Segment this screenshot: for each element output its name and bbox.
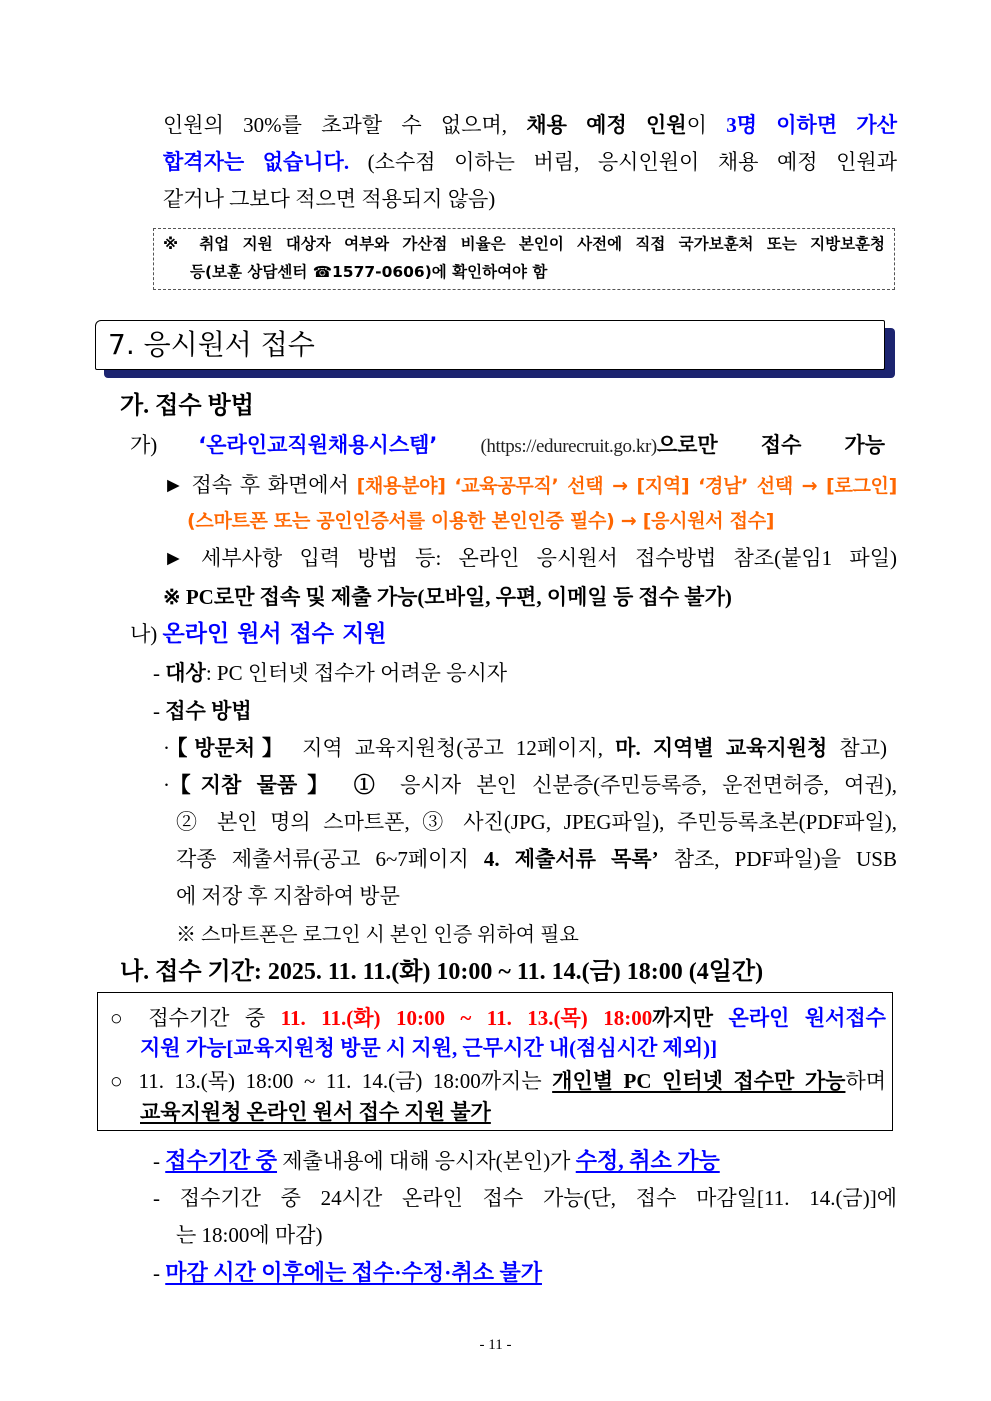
- visit-place-text: 지역 교육지원청(공고 12페이지,: [289, 736, 616, 760]
- input-guide-text: 세부사항 입력 방법 등: 온라인 응시원서 접수방법 참조(붙임1 파일): [201, 546, 897, 570]
- period-box-text: 접수기간 중: [148, 1006, 281, 1030]
- procedure-label: 접수 방법: [165, 699, 252, 723]
- documents-list-reference: 4. 제출서류 목록’: [483, 847, 659, 871]
- period-box-line-4: 교육지원청 온라인 원서 접수 지원 불가: [140, 1100, 491, 1124]
- smartphone-note: ※ 스마트폰은 로그인 시 본인 인증 위하여 필요: [176, 924, 579, 946]
- hours-note-continuation: 는 18:00에 마감): [176, 1223, 323, 1247]
- dash-bullet: -: [153, 1149, 166, 1173]
- items-text: 참조, PDF파일)을 USB: [658, 847, 897, 871]
- system-url: (https://edurecruit.go.kr): [480, 436, 657, 457]
- period-box-text: 11. 13.(목) 18:00 ~ 11. 14.(금) 18:00까지는: [138, 1069, 553, 1093]
- online-system-line: [130, 431, 885, 461]
- target-label: 대상: [165, 661, 206, 685]
- items-text: 각종 제출서류(공고 6~7페이지: [176, 847, 484, 871]
- section-header-box: [95, 320, 885, 370]
- support-window-dates: 11. 11.(화) 10:00 ~ 11. 13.(목) 18:00: [280, 1006, 653, 1030]
- access-path-text: [채용분야] ‘교육공무직’ 선택 → [지역] ‘경남’ 선택 → [로그인]: [356, 475, 897, 497]
- system-name: ‘온라인교직원채용시스템’: [198, 433, 481, 457]
- pc-internet-only-emphasis: 개인별 PC 인터넷 접수만 가능: [552, 1069, 846, 1093]
- target-text: : PC 인터넷 접수가 어려운 응시자: [205, 661, 508, 685]
- section-title: 7. 응시원서 접수: [108, 328, 315, 361]
- page-number: - 11 -: [479, 1337, 512, 1353]
- dash-bullet: -: [153, 699, 166, 723]
- bonus-limit-line-3: 같거나 그보다 적으면 적용되지 않음): [163, 187, 496, 211]
- hours-note-text: 접수기간 중 24시간 온라인 접수 가능(단, 접수 마감일[11. 14.(금)]에: [179, 1186, 897, 1210]
- three-or-fewer-emphasis: 3명 이하면 가산: [726, 113, 897, 137]
- during-period-emphasis: 접수기간 중: [165, 1148, 278, 1173]
- pc-only-note: ※ PC로만 접속 및 제출 가능(모바일, 우편, 이메일 등 접수 불가): [163, 585, 732, 609]
- dot-bullet: ·: [163, 736, 170, 760]
- access-step-line: [163, 471, 897, 500]
- access-step-lead: 접속 후 화면에서: [191, 473, 357, 497]
- deadline-note: [153, 1259, 542, 1287]
- visit-place-end: 참고): [827, 736, 887, 760]
- veterans-notice-line-1: ※ 취업 지원 대상자 여부와 가산점 비율은 본인이 사전에 직접 국가보훈처 또는 지방보훈청: [163, 235, 885, 253]
- period-box-line-2: 지원 가능[교육지원청 방문 시 지원, 근무시간 내(점심시간 제외)]: [140, 1036, 718, 1060]
- dash-bullet: -: [153, 1261, 166, 1285]
- particle-text: 이: [686, 113, 727, 137]
- online-application-emphasis: 온라인 원서접수: [728, 1006, 886, 1030]
- deadline-emphasis: 마감 시간 이후에는 접수·수정·취소 불가: [165, 1260, 542, 1285]
- rounding-note-text: (소수점 이하는 버림, 응시인원이 채용 예정 인원과: [349, 150, 897, 174]
- item-marker: 가): [130, 433, 199, 457]
- dash-bullet: -: [153, 1186, 180, 1210]
- period-box-text: 하며: [845, 1069, 887, 1093]
- access-path-continuation: (스마트폰 또는 공인인증서를 이용한 본인인증 필수) → [응시원서 접수]: [187, 510, 775, 532]
- support-line: [130, 620, 387, 648]
- items-label: 【지참 물품】 ①: [170, 773, 385, 797]
- period-details-box: [97, 992, 893, 1131]
- method-heading: 가. 접수 방법: [120, 393, 254, 419]
- input-guide-line: [163, 544, 897, 572]
- item-marker: 나): [130, 622, 163, 646]
- hours-note: [153, 1184, 897, 1212]
- veterans-notice-line-2: 등(보훈 상담센터 ☎1577-0606)에 확인하여야 함: [190, 263, 548, 281]
- period-box-line-3: [110, 1067, 886, 1095]
- edit-cancel-note: [153, 1147, 720, 1175]
- items-line-1: [163, 771, 897, 799]
- items-text: 응시자 본인 신분증(주민등록증, 운전면허증, 여권),: [384, 773, 897, 797]
- circle-bullet: ○: [110, 1069, 139, 1093]
- dot-bullet: ·: [163, 773, 170, 797]
- support-procedure-line: [153, 697, 252, 725]
- until-text: 까지만: [652, 1006, 729, 1030]
- support-title: 온라인 원서 접수 지원: [162, 621, 387, 647]
- period-heading: 나. 접수 기간: 2025. 11. 11.(화) 10:00 ~ 11. 14.(금) 18:00 (4일간): [120, 959, 764, 985]
- veterans-notice-box: [153, 228, 895, 290]
- items-line-3: [176, 845, 897, 873]
- edit-cancel-emphasis: 수정, 취소 가능: [575, 1148, 720, 1173]
- visit-place-reference: 마. 지역별 교육지원청: [615, 736, 828, 760]
- no-bonus-passers-emphasis: 합격자는 없습니다.: [163, 150, 350, 174]
- planned-hires-emphasis: 채용 예정 인원: [526, 113, 687, 137]
- period-box-line-1: [110, 1004, 886, 1032]
- items-line-4: 에 저장 후 지참하여 방문: [176, 884, 400, 908]
- triangle-bullet-icon: ►: [163, 546, 202, 570]
- visit-place-line: [163, 734, 887, 762]
- support-target-line: [153, 659, 507, 687]
- edit-cancel-text: 제출내용에 대해 응시자(본인)가: [277, 1149, 576, 1173]
- visit-place-label: 【방문처】: [170, 736, 290, 760]
- circle-bullet: ○: [110, 1006, 149, 1030]
- items-line-2: ② 본인 명의 스마트폰, ③ 사진(JPG, JPEG파일), 주민등록초본(PDF파일),: [176, 810, 897, 834]
- online-only-text: 으로만 접수 가능: [656, 433, 885, 457]
- triangle-bullet-icon: ►: [163, 473, 192, 497]
- dash-bullet: -: [153, 661, 166, 685]
- bonus-limit-line-2: [163, 148, 897, 176]
- bonus-limit-line-1: [163, 111, 897, 139]
- bonus-limit-text: 인원의 30%를 초과할 수 없으며,: [163, 113, 527, 137]
- section-header: [95, 320, 895, 378]
